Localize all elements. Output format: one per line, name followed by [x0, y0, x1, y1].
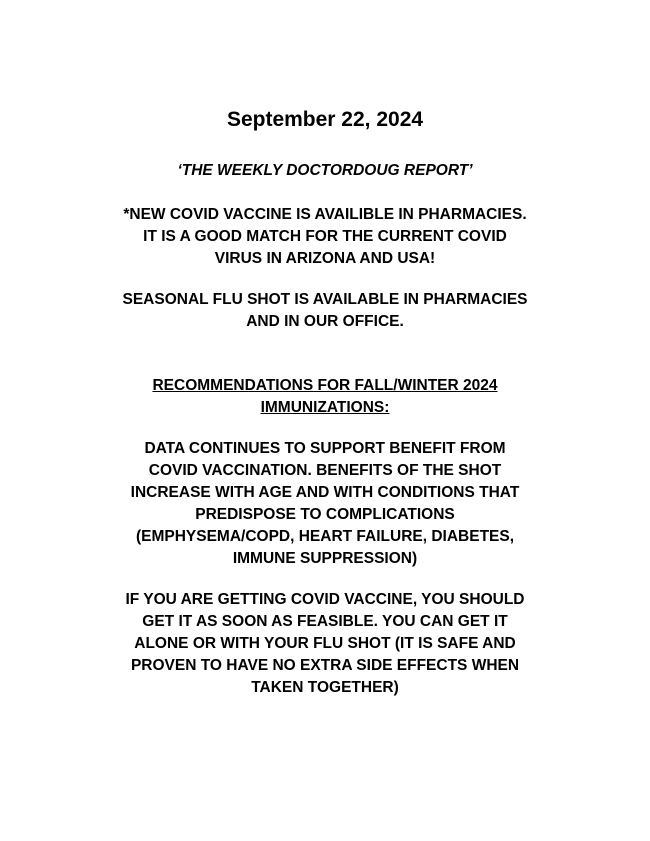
timing-paragraph-line-3: ALONE OR WITH YOUR FLU SHOT (IT IS SAFE AND: [134, 635, 516, 652]
recommendations-heading-line-1: RECOMMENDATIONS FOR FALL/WINTER 2024: [152, 377, 498, 394]
flu-notice-line-2: AND IN OUR OFFICE.: [246, 313, 404, 330]
data-paragraph-line-3: INCREASE WITH AGE AND WITH CONDITIONS THAT: [130, 484, 520, 501]
covid-notice-line-1: *NEW COVID VACCINE IS AVAILIBLE IN PHARMACIES.: [123, 206, 527, 223]
flu-notice-line-1: SEASONAL FLU SHOT IS AVAILABLE IN PHARMACIES: [122, 291, 528, 308]
report-date: September 22, 2024: [226, 108, 424, 131]
data-paragraph-line-6: IMMUNE SUPPRESSION): [232, 550, 418, 567]
timing-paragraph-line-5: TAKEN TOGETHER): [251, 679, 399, 696]
data-paragraph-line-5: (EMPHYSEMA/COPD, HEART FAILURE, DIABETES,: [135, 528, 515, 545]
report-title: ‘THE WEEKLY DOCTORDOUG REPORT’: [177, 162, 473, 179]
recommendations-heading-line-2: IMMUNIZATIONS:: [260, 399, 390, 416]
data-paragraph-line-4: PREDISPOSE TO COMPLICATIONS: [195, 506, 455, 523]
covid-notice-line-3: VIRUS IN ARIZONA AND USA!: [214, 250, 436, 267]
data-paragraph-line-1: DATA CONTINUES TO SUPPORT BENEFIT FROM: [144, 440, 506, 457]
covid-notice-line-2: IT IS A GOOD MATCH FOR THE CURRENT COVID: [143, 228, 507, 245]
data-paragraph-line-2: COVID VACCINATION. BENEFITS OF THE SHOT: [148, 462, 502, 479]
timing-paragraph-line-2: GET IT AS SOON AS FEASIBLE. YOU CAN GET IT: [142, 613, 508, 630]
timing-paragraph-line-1: IF YOU ARE GETTING COVID VACCINE, YOU SHOULD: [125, 591, 525, 608]
timing-paragraph-line-4: PROVEN TO HAVE NO EXTRA SIDE EFFECTS WHEN: [130, 657, 520, 674]
